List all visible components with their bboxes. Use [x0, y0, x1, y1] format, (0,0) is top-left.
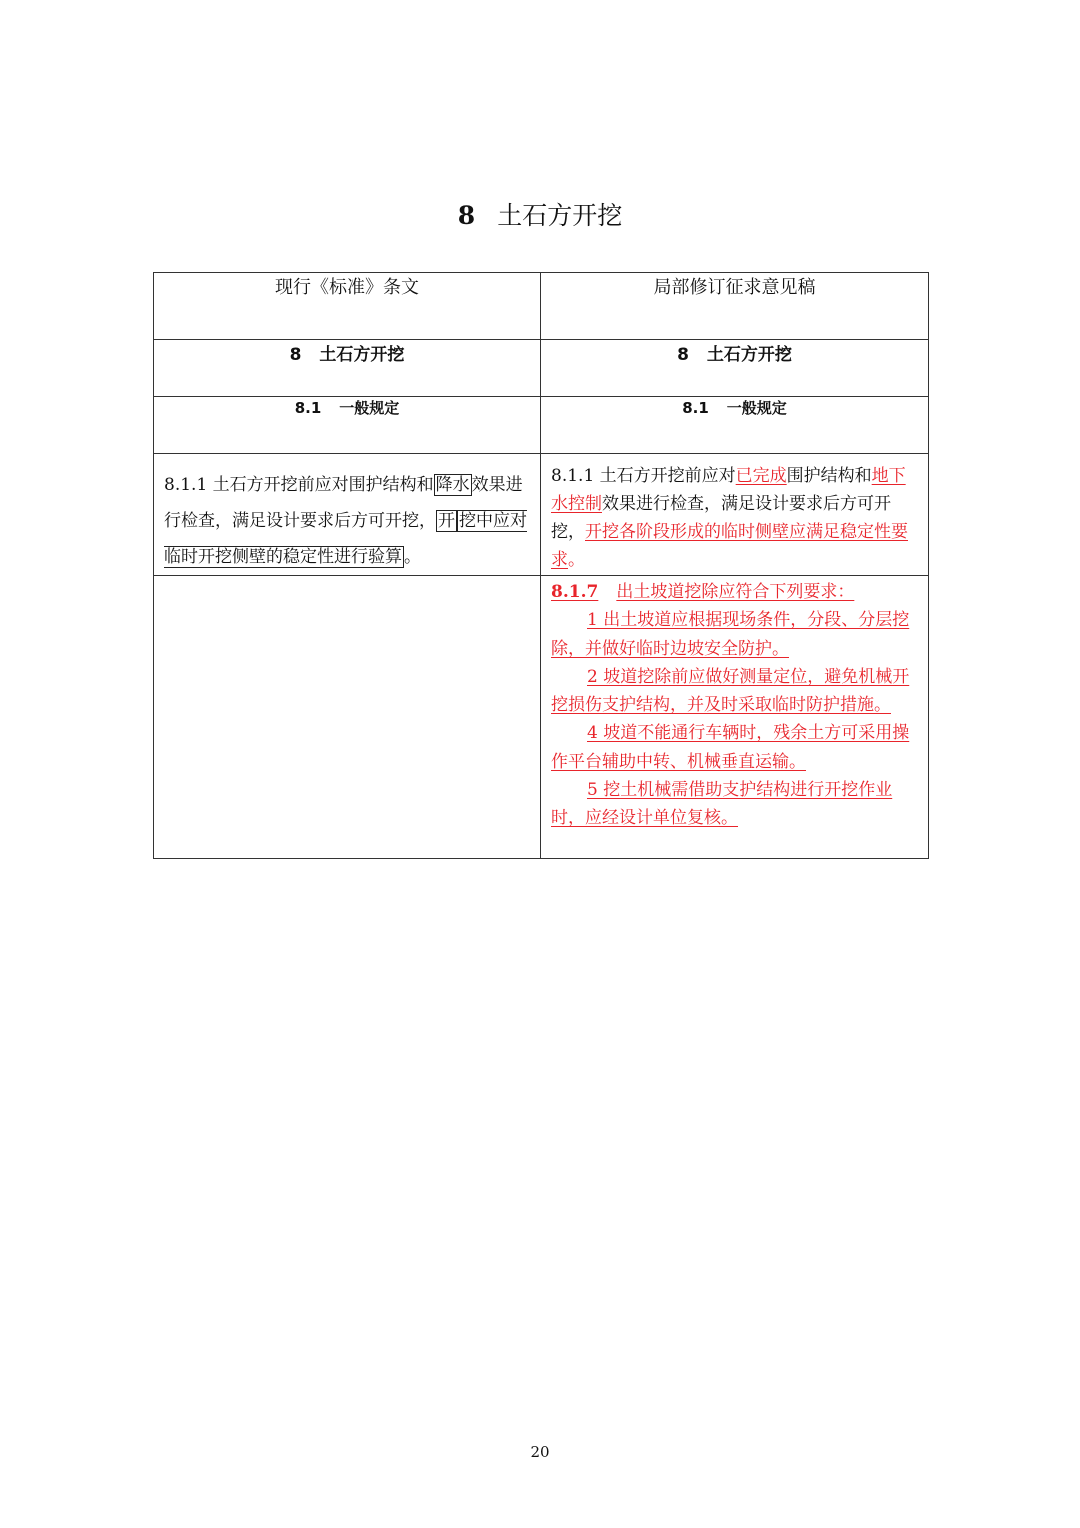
- clause-817-heading: [551, 578, 918, 606]
- table-header-row: [154, 273, 929, 340]
- list-item: 4 坡道不能通行车辆时，残余土方可采用操作平台辅助中转、机械垂直运输。: [551, 723, 910, 772]
- text-run: 8.1.1 土石方开挖前应对: [551, 466, 736, 486]
- inserted-text: 开挖各阶段形成的临时侧壁应满足稳定性要求: [551, 522, 908, 570]
- chapter-row: [154, 340, 929, 397]
- inserted-text: 地下水控制: [551, 466, 906, 514]
- text-run: 。: [568, 550, 585, 570]
- section-text-left: 一般规定: [339, 399, 400, 417]
- section-row: [154, 397, 929, 454]
- chapter-title: 土石方开挖: [497, 201, 623, 230]
- list-item: 1 出土坡道应根据现场条件，分段、分层挖除，并做好临时边坡安全防护。: [551, 610, 910, 659]
- section-num-right: 8.1: [682, 399, 709, 417]
- chapter-number: 8: [457, 201, 476, 230]
- header-current-standard: 现行《标准》条文: [154, 273, 541, 340]
- text-run: 8.1.1 土石方开挖前应对围护结构和: [164, 475, 434, 495]
- inserted-text: 已完成: [735, 466, 787, 486]
- page-number: 20: [530, 1443, 550, 1461]
- list-item: 2 坡道挖除前应做好测量定位，避免机械开挖损伤支护结构，并及时采取临时防护措施。: [551, 666, 910, 716]
- chapter-num-right: 8: [677, 345, 689, 365]
- chapter-num-left: 8: [289, 345, 302, 365]
- clause-817-number: 8.1.7: [551, 582, 599, 602]
- text-run: 效果进行检查，满足设计要求后方可开挖，: [551, 494, 891, 542]
- page-title: [0, 196, 1080, 236]
- clause-817-revised-cell: [541, 576, 929, 859]
- section-cell-right: [541, 397, 929, 454]
- comparison-table: [153, 272, 929, 859]
- clause-811-row: [154, 454, 929, 576]
- text-run: 围护结构和: [786, 466, 872, 486]
- chapter-cell-left: [154, 340, 541, 397]
- text-run: 。: [404, 547, 421, 567]
- section-num-left: 8.1: [294, 399, 322, 417]
- boxed-term-dewatering: 降水: [435, 475, 470, 495]
- chapter-text-right: 土石方开挖: [706, 345, 792, 365]
- clause-817-row: [154, 576, 929, 859]
- header-revision-draft: 局部修订征求意见稿: [541, 273, 929, 340]
- clause-817-current-cell-empty: [154, 576, 541, 859]
- clause-817-heading-text: 出土坡道挖除应符合下列要求：: [616, 582, 855, 602]
- clause-817-text: [541, 576, 928, 833]
- clause-811-current-cell: [154, 454, 541, 576]
- section-text-right: 一般规定: [726, 399, 787, 417]
- clause-811-current-text: [154, 454, 540, 575]
- clause-811-revised-cell: [541, 454, 929, 576]
- clause-811-revised-text: [541, 454, 928, 574]
- boxed-phrase-rest: 挖中应对临时开挖侧壁的稳定性进行验算: [164, 511, 527, 567]
- section-cell-left: [154, 397, 541, 454]
- list-item: 5 挖土机械需借助支护结构进行开挖作业时，应经设计单位复核。: [551, 780, 893, 829]
- text-run: 效果进行检查，满足设计要求后方可开挖，: [164, 475, 523, 531]
- chapter-cell-right: [541, 340, 929, 397]
- chapter-text-left: 土石方开挖: [319, 345, 405, 365]
- boxed-phrase-start: 开: [438, 511, 455, 531]
